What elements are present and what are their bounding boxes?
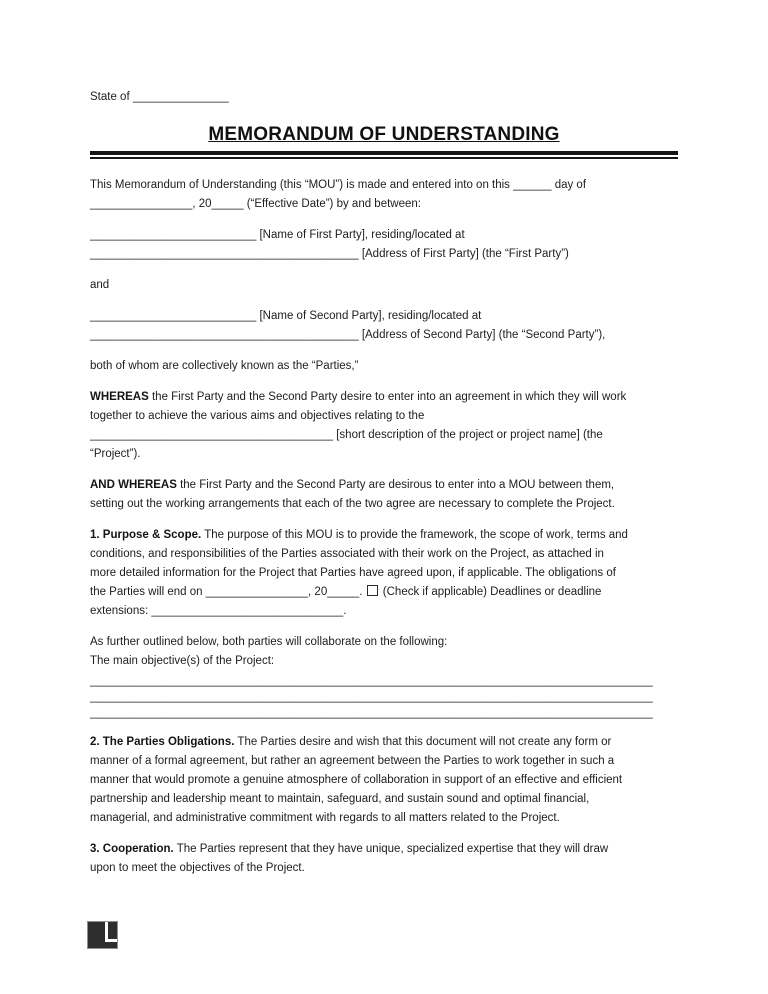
whereas-line-2: together to achieve the various aims and objectives relating to the	[90, 410, 425, 422]
legal-templates-logo	[88, 922, 117, 948]
whereas-line-1	[90, 388, 678, 407]
collaborate-line-2: The main objective(s) of the Project:	[90, 655, 275, 667]
and-whereas-rest: the First Party and the Second Party are desirous to enter into a MOU between them,	[176, 479, 615, 491]
cooperation-heading: 3. Cooperation.	[90, 843, 174, 855]
logo-notch-vertical	[105, 922, 108, 939]
state-of-line: State of _______________	[90, 91, 229, 103]
obligations-line-5: managerial, and administrative commitment with regards to all matters related to the Project.	[90, 812, 560, 824]
and-whereas-paragraph	[90, 476, 678, 514]
purpose-checkbox-label: (Check if applicable) Deadlines or deadline	[379, 586, 602, 598]
parties-line: both of whom are collectively known as the “Parties,”	[90, 360, 359, 372]
purpose-heading: 1. Purpose & Scope.	[90, 529, 202, 541]
objective-blank-line-1: ________________________________________________________________________________________	[90, 675, 653, 687]
purpose-extensions-line: extensions: ______________________________.	[90, 605, 347, 617]
collaborate-line-1: As further outlined below, both parties will collaborate on the following:	[90, 636, 448, 648]
first-party-block	[90, 226, 678, 264]
whereas-line-3: ______________________________________ [short description of the project or project name] (the	[90, 429, 603, 441]
purpose-line-2: conditions, and responsibilities of the Parties associated with their work on the Project, as attached in	[90, 548, 604, 560]
first-party-address-line: __________________________________________ [Address of First Party] (the “First Party”)	[90, 248, 569, 260]
purpose-rest: The purpose of this MOU is to provide the framework, the scope of work, terms and	[201, 529, 628, 541]
collaborate-paragraph	[90, 633, 678, 671]
and-whereas-line-2: setting out the working arrangements that each of the two agree are necessary to complete the Project.	[90, 498, 615, 510]
section-parties-obligations	[90, 733, 678, 828]
intro-line-1: This Memorandum of Understanding (this “MOU”) is made and entered into on this ______ day of	[90, 179, 587, 191]
whereas-lead: WHEREAS	[90, 391, 149, 403]
cooperation-line-2: upon to meet the objectives of the Project.	[90, 862, 305, 874]
second-party-block	[90, 307, 678, 345]
purpose-line-3: more detailed information for the Project that Parties have agreed upon, if applicable. The obligations of	[90, 567, 616, 579]
whereas-rest: the First Party and the Second Party desire to enter into an agreement in which they will work	[148, 391, 627, 403]
purpose-end-date-text: the Parties will end on ________________, 20_____.	[90, 586, 366, 598]
second-party-name-line: __________________________ [Name of Second Party], residing/located at	[90, 310, 482, 322]
purpose-line-4	[90, 583, 678, 602]
title-divider	[90, 151, 678, 159]
first-party-name-line: __________________________ [Name of First Party], residing/located at	[90, 229, 465, 241]
intro-paragraph	[90, 176, 678, 214]
checkbox-icon	[367, 585, 378, 596]
whereas-paragraph	[90, 388, 678, 464]
section-cooperation	[90, 840, 678, 878]
obligations-line-1	[90, 733, 678, 752]
obligations-rest: The Parties desire and wish that this document will not create any form or	[234, 736, 612, 748]
objective-blank-line-2: ________________________________________________________________________________________	[90, 691, 653, 703]
document-title: MEMORANDUM OF UNDERSTANDING	[208, 124, 560, 145]
obligations-heading: 2. The Parties Obligations.	[90, 736, 235, 748]
and-whereas-lead: AND WHEREAS	[90, 479, 177, 491]
cooperation-line-1	[90, 840, 678, 859]
whereas-line-4: “Project”).	[90, 448, 141, 460]
cooperation-rest: The Parties represent that they have unique, specialized expertise that they will draw	[173, 843, 609, 855]
conjunction-line: and	[90, 279, 110, 291]
intro-line-2: ________________, 20_____ (“Effective Date”) by and between:	[90, 198, 421, 210]
obligations-line-2: manner of a formal agreement, but rather an agreement between the Parties to work together in such a	[90, 755, 615, 767]
purpose-line-1	[90, 526, 678, 545]
objective-blank-line-3: ________________________________________________________________________________________	[90, 707, 653, 719]
second-party-address-line: __________________________________________ [Address of Second Party] (the “Second Party”),	[90, 329, 606, 341]
obligations-line-4: partnership and leadership meant to maintain, safeguard, and sustain sound and optimal financial,	[90, 793, 590, 805]
obligations-line-3: manner that would promote a genuine atmosphere of collaboration in support of an effective and efficient	[90, 774, 623, 786]
section-purpose-scope	[90, 526, 678, 621]
objective-blank-lines	[90, 673, 678, 721]
and-whereas-line-1	[90, 476, 678, 495]
logo-notch-horizontal	[105, 939, 117, 942]
